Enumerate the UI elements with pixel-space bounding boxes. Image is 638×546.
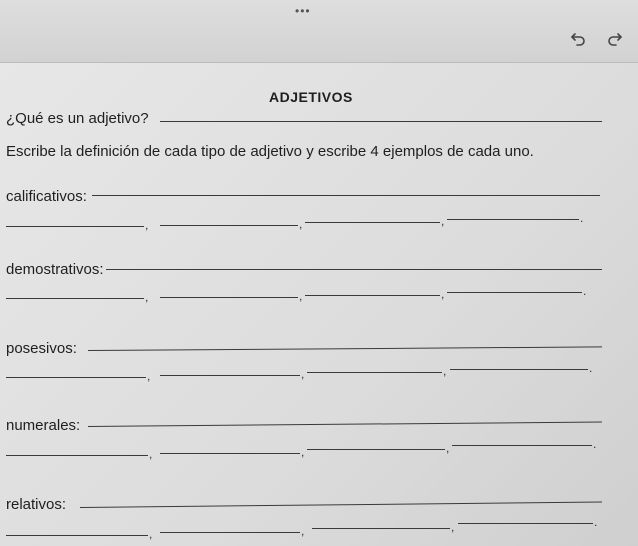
example-line — [305, 222, 440, 223]
example-line — [160, 453, 300, 454]
comma-separator: , — [451, 520, 455, 534]
period-separator: . — [594, 515, 598, 529]
period-separator: . — [583, 284, 587, 298]
example-line — [452, 445, 592, 446]
instruction-text: Escribe la definición de cada tipo de adjetivo y escribe 4 ejemplos de cada uno. — [6, 143, 534, 160]
example-line — [447, 292, 582, 293]
comma-separator: , — [149, 527, 153, 541]
worksheet-photo — [0, 63, 638, 546]
example-line — [6, 535, 148, 536]
comma-separator: , — [446, 441, 450, 455]
comma-separator: , — [147, 369, 151, 383]
section-label-demostrativos: demostrativos: — [6, 261, 104, 278]
comma-separator: , — [149, 447, 153, 461]
section-label-relativos: relativos: — [6, 496, 67, 513]
comma-separator: , — [145, 290, 149, 304]
comma-separator: , — [301, 524, 305, 538]
definition-line-calificativos — [92, 195, 600, 196]
redo-icon[interactable] — [606, 30, 624, 48]
definition-line-demostrativos — [106, 269, 602, 270]
comma-separator: , — [441, 214, 445, 228]
period-separator: . — [593, 437, 597, 451]
more-dots-icon[interactable]: ••• — [295, 4, 311, 18]
example-line — [160, 375, 300, 376]
example-line — [312, 528, 450, 529]
example-line — [160, 532, 300, 533]
comma-separator: , — [301, 445, 305, 459]
worksheet-title: ADJETIVOS — [269, 89, 353, 105]
comma-separator: , — [145, 218, 149, 232]
example-line — [160, 225, 298, 226]
redo-icon-graphic — [606, 30, 624, 48]
example-line — [6, 377, 146, 378]
app-toolbar — [0, 0, 638, 63]
example-line — [305, 295, 440, 296]
section-label-numerales: numerales: — [6, 417, 81, 434]
undo-icon-graphic — [569, 30, 587, 48]
example-line — [6, 226, 144, 227]
example-line — [447, 219, 579, 220]
example-line — [6, 455, 148, 456]
example-line — [450, 369, 588, 370]
period-separator: . — [589, 361, 593, 375]
comma-separator: , — [299, 289, 303, 303]
comma-separator: , — [301, 367, 305, 381]
undo-icon[interactable] — [569, 30, 587, 48]
comma-separator: , — [443, 364, 447, 378]
section-label-calificativos: calificativos: — [6, 188, 87, 205]
example-line — [307, 449, 445, 450]
period-separator: . — [580, 211, 584, 225]
comma-separator: , — [441, 287, 445, 301]
example-line — [458, 523, 593, 524]
example-line — [160, 297, 298, 298]
section-label-posesivos: posesivos: — [6, 340, 77, 357]
question-text: ¿Qué es un adjetivo? — [6, 110, 149, 127]
comma-separator: , — [299, 217, 303, 231]
example-line — [6, 298, 144, 299]
example-line — [307, 372, 442, 373]
answer-line-question — [160, 121, 602, 122]
